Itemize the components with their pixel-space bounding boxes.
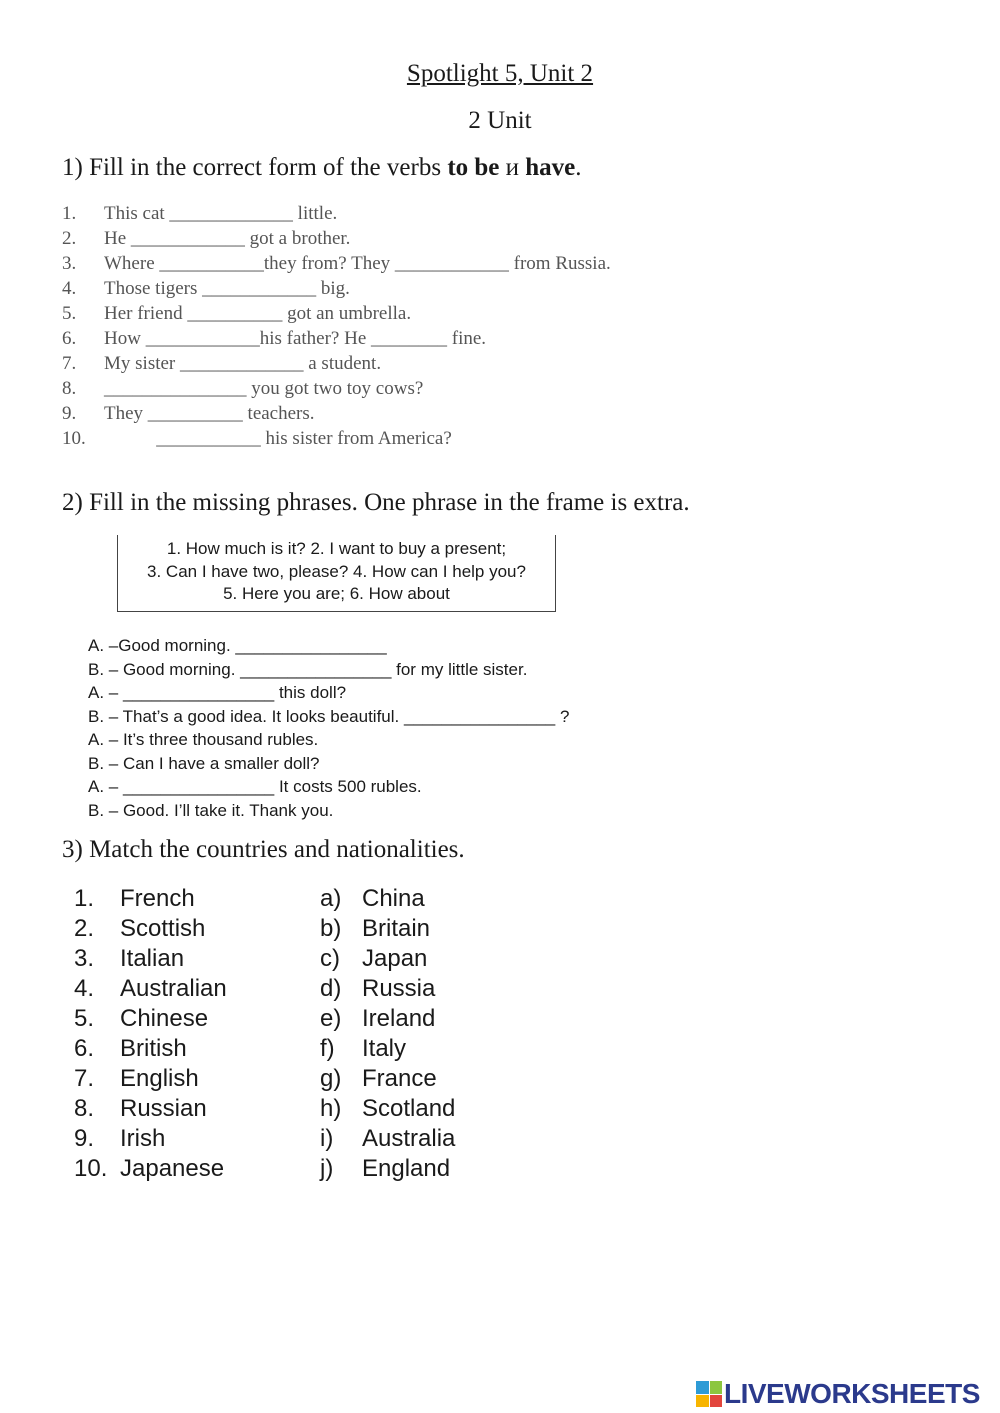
- phrase-frame-line: 1. How much is it? 2. I want to buy a present;: [166, 539, 507, 558]
- country-text: France: [362, 1065, 437, 1092]
- country-text: Japan: [362, 945, 428, 972]
- country-item[interactable]: [320, 914, 455, 944]
- task1-item[interactable]: [62, 426, 611, 451]
- nationality-number: 5.: [74, 1005, 95, 1032]
- dialog-line: B. – Good. I’ll take it. Thank you.: [88, 800, 334, 820]
- task3-heading: 3) Match the countries and nationalities.: [62, 836, 465, 863]
- nationality-text: Chinese: [120, 1005, 209, 1032]
- phrase-frame: [117, 535, 556, 612]
- task1-heading-text: 1) Fill in the correct form of the verbs: [62, 154, 448, 181]
- logo-square: [696, 1395, 709, 1408]
- task1-item-number: 9.: [62, 403, 77, 424]
- task1-item[interactable]: [62, 326, 611, 351]
- country-text: Ireland: [362, 1005, 436, 1032]
- task1-item[interactable]: [62, 301, 611, 326]
- dialog-line[interactable]: B. – Good morning. ________________ for my little sister.: [88, 659, 528, 679]
- nationality-item[interactable]: [74, 884, 227, 914]
- country-text: China: [362, 885, 425, 912]
- task1-heading-bold-tobe: to be: [447, 154, 500, 181]
- country-item[interactable]: [320, 974, 455, 1004]
- task1-item-number: 4.: [62, 278, 77, 299]
- task1-item-number: 6.: [62, 328, 77, 349]
- logo-square: [696, 1381, 709, 1394]
- nationality-item[interactable]: [74, 1124, 227, 1154]
- country-item[interactable]: [320, 884, 455, 914]
- logo-square: [710, 1395, 723, 1408]
- task1-heading: [62, 154, 582, 182]
- task1-item-text: Those tigers ____________ big.: [104, 278, 350, 299]
- task1-item-number: 3.: [62, 253, 77, 274]
- task1-heading-end: .: [575, 154, 582, 181]
- nationality-number: 7.: [74, 1065, 95, 1092]
- task1-item-text: This cat _____________ little.: [104, 203, 338, 224]
- task1-item[interactable]: [62, 251, 611, 276]
- nationality-item[interactable]: [74, 974, 227, 1004]
- task1-item-number: 5.: [62, 303, 77, 324]
- country-item[interactable]: [320, 1154, 455, 1184]
- country-text: England: [362, 1155, 451, 1182]
- task1-item-number: 7.: [62, 353, 77, 374]
- nationality-item[interactable]: [74, 1094, 227, 1124]
- nationality-text: Japanese: [120, 1155, 225, 1182]
- dialog-line: A. – It’s three thousand rubles.: [88, 730, 319, 749]
- country-letter: f): [320, 1035, 335, 1062]
- phrase-frame-line: 5. Here you are; 6. How about: [223, 584, 450, 603]
- nationality-number: 10.: [74, 1155, 108, 1182]
- task1-item-text: He ____________ got a brother.: [104, 228, 351, 249]
- logo-square: [710, 1381, 723, 1394]
- nationality-item[interactable]: [74, 914, 227, 944]
- page-title: Spotlight 5, Unit 2: [406, 60, 594, 87]
- nationality-number: 9.: [74, 1125, 95, 1152]
- nationality-number: 2.: [74, 915, 95, 942]
- dialog-line[interactable]: A. – ________________ It costs 500 rubles.: [88, 777, 422, 796]
- nationality-number: 1.: [74, 885, 95, 912]
- country-text: Scotland: [362, 1095, 456, 1122]
- task1-item[interactable]: [62, 376, 611, 401]
- country-item[interactable]: [320, 1064, 455, 1094]
- dialog-line: B. – Can I have a smaller doll?: [88, 753, 320, 773]
- nationality-item[interactable]: [74, 1004, 227, 1034]
- task1-item[interactable]: [62, 276, 611, 301]
- task1-item-text: They __________ teachers.: [104, 403, 315, 424]
- liveworksheets-logo[interactable]: [696, 1378, 980, 1410]
- task1-heading-bold-have: have: [525, 154, 576, 181]
- nationality-text: Italian: [120, 945, 185, 972]
- nationality-text: Australian: [120, 975, 227, 1002]
- task1-item[interactable]: [62, 201, 611, 226]
- nationality-text: English: [120, 1065, 199, 1092]
- phrase-frame-line: 3. Can I have two, please? 4. How can I help you?: [147, 561, 526, 581]
- country-text: Australia: [362, 1125, 456, 1152]
- country-item[interactable]: [320, 1094, 455, 1124]
- nationalities-list: [74, 884, 227, 1184]
- country-letter: j): [320, 1155, 334, 1182]
- country-letter: e): [320, 1005, 342, 1032]
- dialog-line[interactable]: B. – That’s a good idea. It looks beautiful. ________________ ?: [88, 706, 570, 726]
- task1-item[interactable]: [62, 351, 611, 376]
- task1-item-text: Where ___________they from? They ____________ from Russia.: [104, 253, 611, 274]
- dialog-line[interactable]: A. –Good morning. ________________: [88, 636, 387, 655]
- task1-item-text: ___________ his sister from America?: [104, 428, 452, 449]
- nationality-text: Scottish: [120, 915, 206, 942]
- country-letter: g): [320, 1065, 342, 1092]
- country-item[interactable]: [320, 1124, 455, 1154]
- nationality-number: 8.: [74, 1095, 95, 1122]
- nationality-item[interactable]: [74, 1154, 227, 1184]
- country-text: Italy: [362, 1035, 407, 1062]
- country-letter: d): [320, 975, 342, 1002]
- task1-item-text: Her friend __________ got an umbrella.: [104, 303, 412, 324]
- country-text: Britain: [362, 915, 431, 942]
- country-item[interactable]: [320, 944, 455, 974]
- task1-item-text: My sister _____________ a student.: [104, 353, 382, 374]
- task1-item-text: How ____________his father? He ________ fine.: [104, 328, 487, 349]
- task2-heading: 2) Fill in the missing phrases. One phrase in the frame is extra.: [62, 489, 690, 516]
- country-item[interactable]: [320, 1004, 455, 1034]
- nationality-item[interactable]: [74, 1034, 227, 1064]
- country-text: Russia: [362, 975, 436, 1002]
- unit-subtitle: 2 Unit: [468, 107, 532, 134]
- nationality-text: Russian: [120, 1095, 207, 1122]
- nationality-number: 3.: [74, 945, 95, 972]
- task1-item-number: 10.: [62, 428, 86, 449]
- nationality-number: 6.: [74, 1035, 95, 1062]
- task1-item-text: _______________ you got two toy cows?: [104, 378, 424, 399]
- task1-item[interactable]: [62, 401, 611, 426]
- task1-heading-connector: и: [499, 154, 526, 181]
- countries-list: [320, 884, 455, 1184]
- nationality-item[interactable]: [74, 1064, 227, 1094]
- nationality-text: French: [120, 885, 195, 912]
- nationality-item[interactable]: [74, 944, 227, 974]
- task1-item[interactable]: [62, 226, 611, 251]
- nationality-number: 4.: [74, 975, 95, 1002]
- nationality-text: Irish: [120, 1125, 166, 1152]
- country-letter: c): [320, 945, 340, 972]
- task1-item-number: 1.: [62, 203, 77, 224]
- task1-list: [62, 201, 611, 451]
- country-letter: i): [320, 1125, 334, 1152]
- dialog-line[interactable]: A. – ________________ this doll?: [88, 683, 347, 702]
- shop-dialog: [88, 634, 569, 822]
- task1-item-number: 8.: [62, 378, 77, 399]
- country-letter: a): [320, 885, 342, 912]
- liveworksheets-logo-icon: [696, 1381, 722, 1407]
- country-item[interactable]: [320, 1034, 455, 1064]
- task1-item-number: 2.: [62, 228, 77, 249]
- country-letter: h): [320, 1095, 342, 1122]
- liveworksheets-brand-text: LIVEWORKSHEETS: [724, 1378, 980, 1409]
- country-letter: b): [320, 915, 342, 942]
- nationality-text: British: [120, 1035, 187, 1062]
